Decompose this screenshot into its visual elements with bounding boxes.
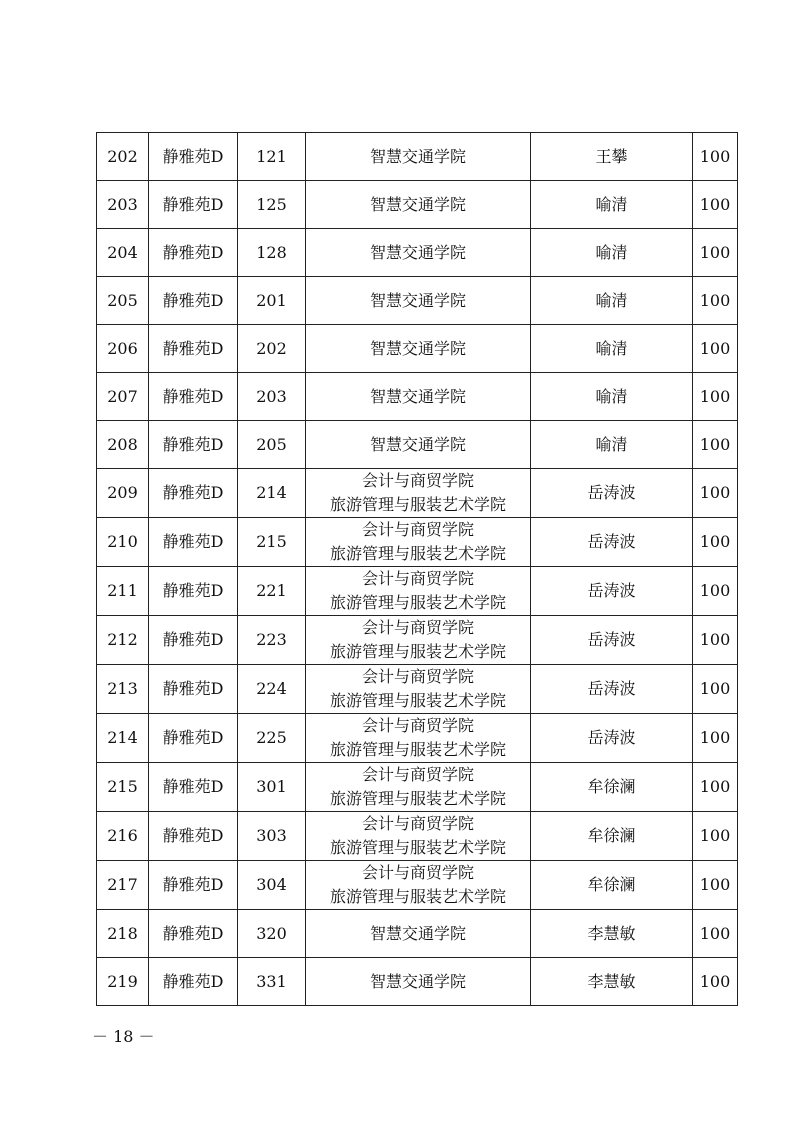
room-cell: 301: [238, 763, 306, 812]
seq-cell: 205: [97, 277, 149, 325]
score-cell: 100: [693, 133, 738, 181]
table-row: [97, 277, 738, 325]
table-row: [97, 373, 738, 421]
table-row: [97, 714, 738, 763]
building-cell: 静雅苑D: [149, 958, 238, 1006]
dormitory-score-table: [96, 132, 738, 1006]
building-cell: 静雅苑D: [149, 469, 238, 518]
manager-cell: 喻清: [531, 229, 693, 277]
college-cell: [306, 373, 531, 421]
room-cell: 203: [238, 373, 306, 421]
college-name: 会计与商贸学院: [361, 520, 474, 539]
college-name: 智慧交通学院: [369, 146, 466, 166]
seq-cell: 210: [97, 518, 149, 567]
room-cell: 223: [238, 616, 306, 665]
seq-cell: 209: [97, 469, 149, 518]
manager-cell: 岳涛波: [531, 616, 693, 665]
score-cell: 100: [693, 958, 738, 1006]
score-cell: 100: [693, 421, 738, 469]
seq-cell: 218: [97, 910, 149, 958]
college-name: 旅游管理与服装艺术学院: [329, 495, 506, 514]
building-cell: 静雅苑D: [149, 812, 238, 861]
college-cell: [306, 910, 531, 958]
room-cell: 331: [238, 958, 306, 1006]
building-cell: 静雅苑D: [149, 763, 238, 812]
score-cell: 100: [693, 567, 738, 616]
building-cell: 静雅苑D: [149, 325, 238, 373]
building-cell: 静雅苑D: [149, 910, 238, 958]
college-name: 会计与商贸学院: [361, 471, 474, 490]
room-cell: 125: [238, 181, 306, 229]
room-cell: 201: [238, 277, 306, 325]
manager-cell: 岳涛波: [531, 665, 693, 714]
table-row: [97, 763, 738, 812]
manager-cell: 王攀: [531, 133, 693, 181]
room-cell: 320: [238, 910, 306, 958]
college-name: 旅游管理与服装艺术学院: [329, 887, 506, 906]
manager-cell: 牟徐澜: [531, 763, 693, 812]
manager-cell: 牟徐澜: [531, 812, 693, 861]
building-cell: 静雅苑D: [149, 373, 238, 421]
room-cell: 303: [238, 812, 306, 861]
table-row: [97, 665, 738, 714]
building-cell: 静雅苑D: [149, 229, 238, 277]
score-cell: 100: [693, 616, 738, 665]
college-cell: [306, 665, 531, 714]
seq-cell: 215: [97, 763, 149, 812]
seq-cell: 203: [97, 181, 149, 229]
table-row: [97, 518, 738, 567]
manager-cell: 岳涛波: [531, 469, 693, 518]
college-name: 会计与商贸学院: [361, 667, 474, 686]
college-cell: [306, 421, 531, 469]
building-cell: 静雅苑D: [149, 714, 238, 763]
table-row: [97, 861, 738, 910]
seq-cell: 214: [97, 714, 149, 763]
building-cell: 静雅苑D: [149, 518, 238, 567]
college-name: 旅游管理与服装艺术学院: [329, 691, 506, 710]
college-name: 智慧交通学院: [369, 971, 466, 991]
college-cell: [306, 958, 531, 1006]
college-name: 会计与商贸学院: [361, 814, 474, 833]
room-cell: 221: [238, 567, 306, 616]
college-name: 旅游管理与服装艺术学院: [329, 789, 506, 808]
seq-cell: 206: [97, 325, 149, 373]
college-name: 智慧交通学院: [369, 194, 466, 214]
room-cell: 202: [238, 325, 306, 373]
college-name: 智慧交通学院: [369, 386, 466, 406]
building-cell: 静雅苑D: [149, 567, 238, 616]
room-cell: 225: [238, 714, 306, 763]
college-name: 会计与商贸学院: [361, 716, 474, 735]
college-name: 智慧交通学院: [369, 290, 466, 310]
college-name: 智慧交通学院: [369, 434, 466, 454]
score-cell: 100: [693, 373, 738, 421]
college-name: 会计与商贸学院: [361, 765, 474, 784]
college-name: 会计与商贸学院: [361, 569, 474, 588]
seq-cell: 216: [97, 812, 149, 861]
college-cell: [306, 229, 531, 277]
room-cell: 205: [238, 421, 306, 469]
seq-cell: 208: [97, 421, 149, 469]
score-cell: 100: [693, 518, 738, 567]
score-cell: 100: [693, 229, 738, 277]
table-row: [97, 229, 738, 277]
table-row: [97, 958, 738, 1006]
score-cell: 100: [693, 763, 738, 812]
page-number: － 18 －: [92, 1027, 155, 1046]
college-name: 旅游管理与服装艺术学院: [329, 544, 506, 563]
table-row: [97, 469, 738, 518]
seq-cell: 204: [97, 229, 149, 277]
manager-cell: 喻清: [531, 325, 693, 373]
score-cell: 100: [693, 861, 738, 910]
score-cell: 100: [693, 910, 738, 958]
building-cell: 静雅苑D: [149, 133, 238, 181]
building-cell: 静雅苑D: [149, 181, 238, 229]
manager-cell: 喻清: [531, 277, 693, 325]
building-cell: 静雅苑D: [149, 421, 238, 469]
college-cell: [306, 616, 531, 665]
room-cell: 304: [238, 861, 306, 910]
college-cell: [306, 763, 531, 812]
manager-cell: 李慧敏: [531, 910, 693, 958]
table-row: [97, 133, 738, 181]
building-cell: 静雅苑D: [149, 616, 238, 665]
college-cell: [306, 567, 531, 616]
college-name: 智慧交通学院: [369, 242, 466, 262]
score-cell: 100: [693, 812, 738, 861]
room-cell: 215: [238, 518, 306, 567]
table-row: [97, 181, 738, 229]
manager-cell: 岳涛波: [531, 714, 693, 763]
score-cell: 100: [693, 181, 738, 229]
table-row: [97, 812, 738, 861]
college-cell: [306, 469, 531, 518]
room-cell: 224: [238, 665, 306, 714]
manager-cell: 李慧敏: [531, 958, 693, 1006]
college-cell: [306, 181, 531, 229]
table-row: [97, 616, 738, 665]
college-name: 旅游管理与服装艺术学院: [329, 642, 506, 661]
college-cell: [306, 325, 531, 373]
table-row: [97, 910, 738, 958]
college-cell: [306, 277, 531, 325]
college-cell: [306, 714, 531, 763]
college-name: 旅游管理与服装艺术学院: [329, 593, 506, 612]
manager-cell: 牟徐澜: [531, 861, 693, 910]
seq-cell: 202: [97, 133, 149, 181]
manager-cell: 岳涛波: [531, 567, 693, 616]
college-cell: [306, 133, 531, 181]
college-cell: [306, 861, 531, 910]
score-cell: 100: [693, 714, 738, 763]
table-row: [97, 421, 738, 469]
room-cell: 128: [238, 229, 306, 277]
table-body: [97, 133, 738, 1006]
college-name: 旅游管理与服装艺术学院: [329, 838, 506, 857]
room-cell: 214: [238, 469, 306, 518]
college-name: 智慧交通学院: [369, 338, 466, 358]
building-cell: 静雅苑D: [149, 277, 238, 325]
building-cell: 静雅苑D: [149, 861, 238, 910]
score-cell: 100: [693, 469, 738, 518]
college-cell: [306, 518, 531, 567]
table-row: [97, 325, 738, 373]
seq-cell: 211: [97, 567, 149, 616]
seq-cell: 219: [97, 958, 149, 1006]
manager-cell: 岳涛波: [531, 518, 693, 567]
college-name: 会计与商贸学院: [361, 618, 474, 637]
manager-cell: 喻清: [531, 181, 693, 229]
college-cell: [306, 812, 531, 861]
college-name: 智慧交通学院: [369, 923, 466, 943]
score-cell: 100: [693, 665, 738, 714]
college-name: 会计与商贸学院: [361, 863, 474, 882]
building-cell: 静雅苑D: [149, 665, 238, 714]
seq-cell: 217: [97, 861, 149, 910]
seq-cell: 213: [97, 665, 149, 714]
seq-cell: 212: [97, 616, 149, 665]
room-cell: 121: [238, 133, 306, 181]
manager-cell: 喻清: [531, 421, 693, 469]
score-cell: 100: [693, 277, 738, 325]
score-cell: 100: [693, 325, 738, 373]
seq-cell: 207: [97, 373, 149, 421]
table-row: [97, 567, 738, 616]
manager-cell: 喻清: [531, 373, 693, 421]
college-name: 旅游管理与服装艺术学院: [329, 740, 506, 759]
